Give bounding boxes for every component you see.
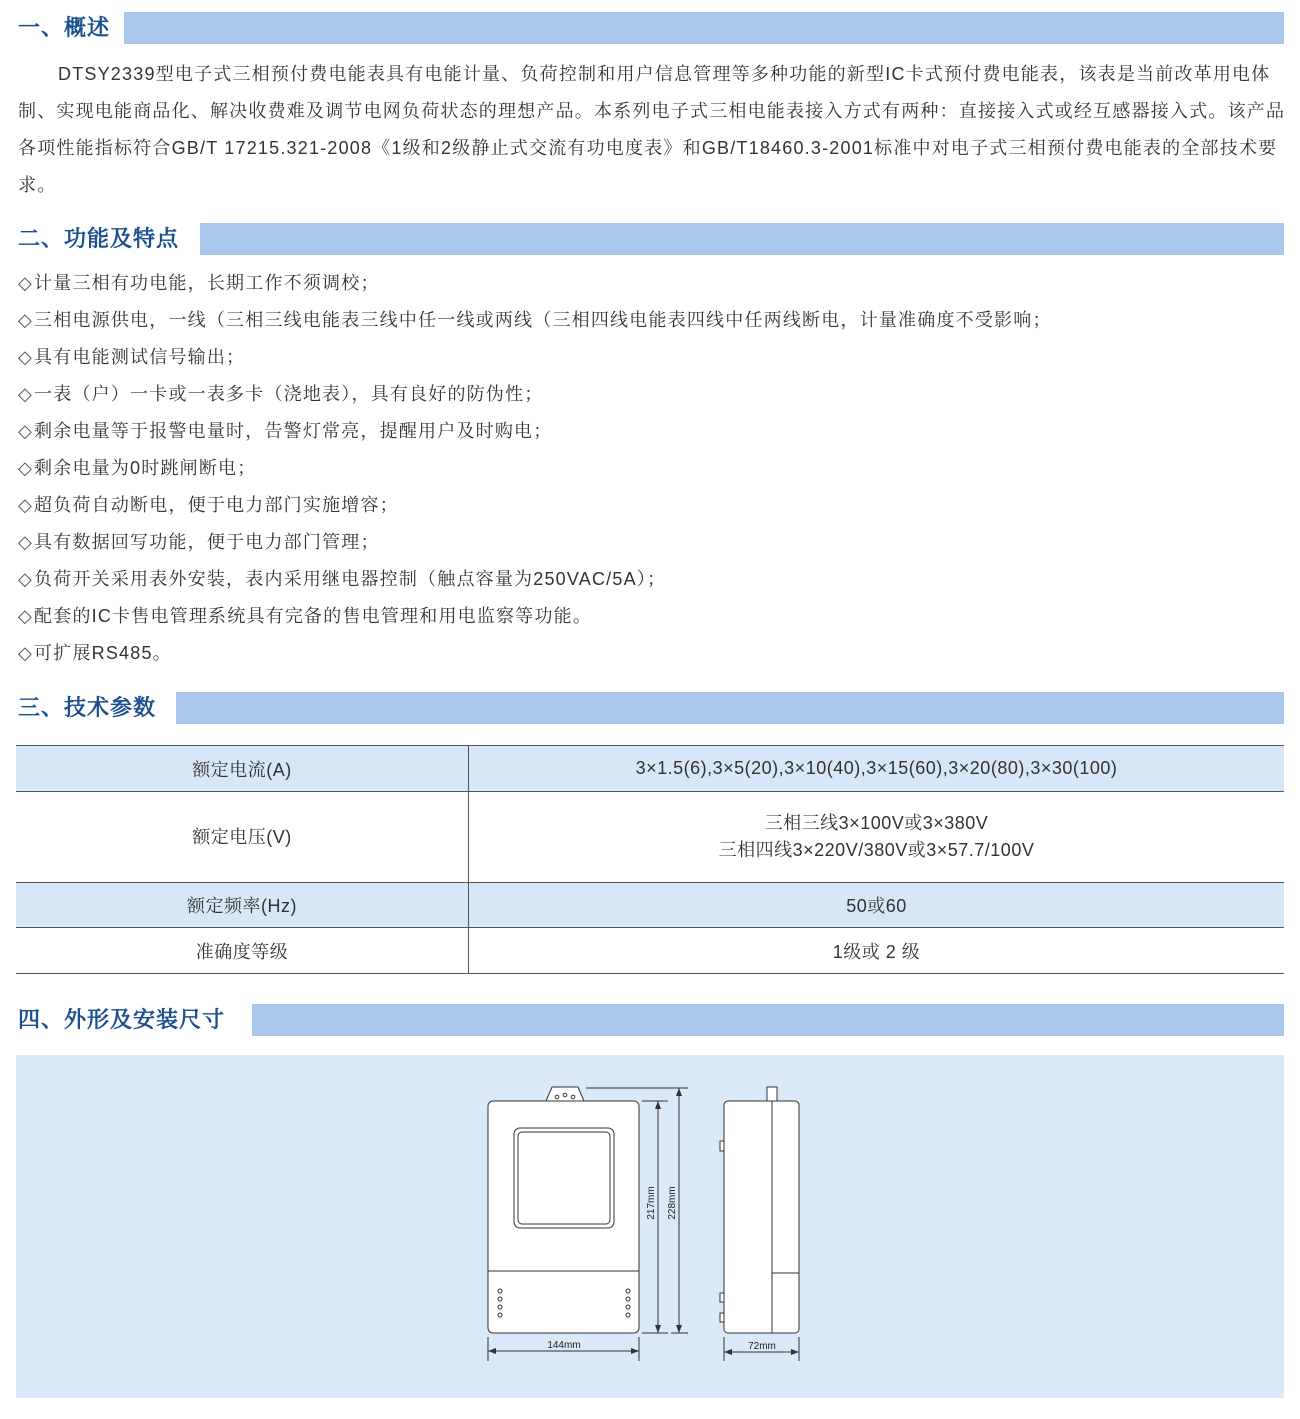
feature-item (18, 524, 1052, 561)
param-label: 额定电流(A) (16, 746, 469, 792)
diamond-bullet-icon: ◇ (18, 384, 34, 404)
feature-text: 剩余电量为0时跳闸断电； (34, 458, 257, 478)
feature-text: 负荷开关采用表外安装，表内采用继电器控制（触点容量为250VAC/5A）； (34, 569, 667, 589)
param-label: 准确度等级 (16, 928, 469, 974)
diamond-bullet-icon: ◇ (18, 606, 34, 626)
dimension-depth-label: 72mm (748, 1341, 776, 1352)
feature-text: 超负荷自动断电，便于电力部门实施增容； (34, 495, 399, 515)
front-view (488, 1087, 639, 1333)
dimension-drawing-panel (16, 1055, 1284, 1398)
param-label: 额定频率(Hz) (16, 883, 469, 928)
feature-item (18, 598, 1052, 635)
feature-item (18, 635, 1052, 672)
feature-text: 一表（户）一卡或一表多卡（浇地表），具有良好的防伪性； (34, 384, 544, 404)
diamond-bullet-icon: ◇ (18, 347, 34, 367)
dimension-height-body-label: 217mm (646, 1186, 657, 1220)
feature-text: 剩余电量等于报警电量时，告警灯常亮，提醒用户及时购电； (34, 421, 553, 441)
feature-item (18, 487, 1052, 524)
table-row (16, 792, 1284, 883)
param-value: 三相三线3×100V或3×380V (764, 813, 989, 833)
table-row (16, 883, 1284, 928)
diamond-bullet-icon: ◇ (18, 643, 34, 663)
dimension-width-label: 144mm (547, 1340, 581, 1351)
diamond-bullet-icon: ◇ (18, 532, 34, 552)
table-row (16, 746, 1284, 792)
param-value: 1级或 2 级 (469, 928, 1285, 974)
section-bar (176, 692, 1284, 724)
feature-item (18, 339, 1052, 376)
diamond-bullet-icon: ◇ (18, 458, 34, 478)
feature-item (18, 450, 1052, 487)
diamond-bullet-icon: ◇ (18, 310, 34, 330)
meter-dimension-drawing (16, 1055, 1284, 1398)
feature-text: 具有数据回写功能，便于电力部门管理； (34, 532, 380, 552)
section-bar (124, 12, 1284, 44)
section-bar (200, 223, 1284, 255)
section-title-overview: 一、概述 (18, 12, 120, 44)
section-title-params: 三、技术参数 (18, 692, 166, 724)
section-title-dimensions: 四、外形及安装尺寸 (18, 1004, 235, 1036)
feature-text: 具有电能测试信号输出； (34, 347, 246, 367)
param-value: 50或60 (469, 883, 1285, 928)
section-header-overview (16, 12, 1284, 44)
feature-text: 计量三相有功电能，长期工作不须调校； (34, 273, 380, 293)
section-bar (252, 1004, 1284, 1036)
diamond-bullet-icon: ◇ (18, 495, 34, 515)
feature-item (18, 413, 1052, 450)
feature-item (18, 376, 1052, 413)
feature-item (18, 302, 1052, 339)
section-title-features: 二、功能及特点 (18, 223, 189, 255)
param-value: 三相四线3×220V/380V或3×57.7/100V (718, 840, 1035, 860)
feature-item (18, 561, 1052, 598)
feature-list (18, 265, 1052, 672)
feature-text: 三相电源供电，一线（三相三线电能表三线中任一线或两线（三相四线电能表四线中任两线断电，计量准确度不受影响； (34, 310, 1052, 330)
dimension-height-total-label: 228mm (667, 1186, 678, 1220)
section-header-params (16, 692, 1284, 724)
section-header-dimensions (16, 1004, 1284, 1036)
param-value: 3×1.5(6),3×5(20),3×10(40),3×15(60),3×20(80),3×30(100) (469, 746, 1285, 792)
diamond-bullet-icon: ◇ (18, 569, 34, 589)
side-view (720, 1087, 799, 1333)
overview-paragraph: DTSY2339型电子式三相预付费电能表具有电能计量、负荷控制和用户信息管理等多种功能的新型IC卡式预付费电能表，该表是当前改革用电体制、实现电能商品化、解决收费难及调节电网负荷状态的理想产品。本系列电子式三相电能表接入方式有两种：直接接入式或经互感器接入式。该产品各项性能指标符合GB/T 17215.321-2008《1级和2级静止式交流有功电度表》和GB/T18460.3-2001标准中对电子式三相预付费电能表的全部技术要求。 (18, 64, 1286, 195)
diamond-bullet-icon: ◇ (18, 421, 34, 441)
section-header-features (16, 223, 1284, 255)
feature-item (18, 265, 1052, 302)
table-row (16, 928, 1284, 974)
param-value-cell (469, 792, 1285, 883)
technical-params-table (16, 745, 1284, 974)
diamond-bullet-icon: ◇ (18, 273, 34, 293)
feature-text: 配套的IC卡售电管理系统具有完备的售电管理和用电监察等功能。 (34, 606, 593, 626)
feature-text: 可扩展RS485。 (34, 643, 172, 663)
param-label: 额定电压(V) (16, 792, 469, 883)
